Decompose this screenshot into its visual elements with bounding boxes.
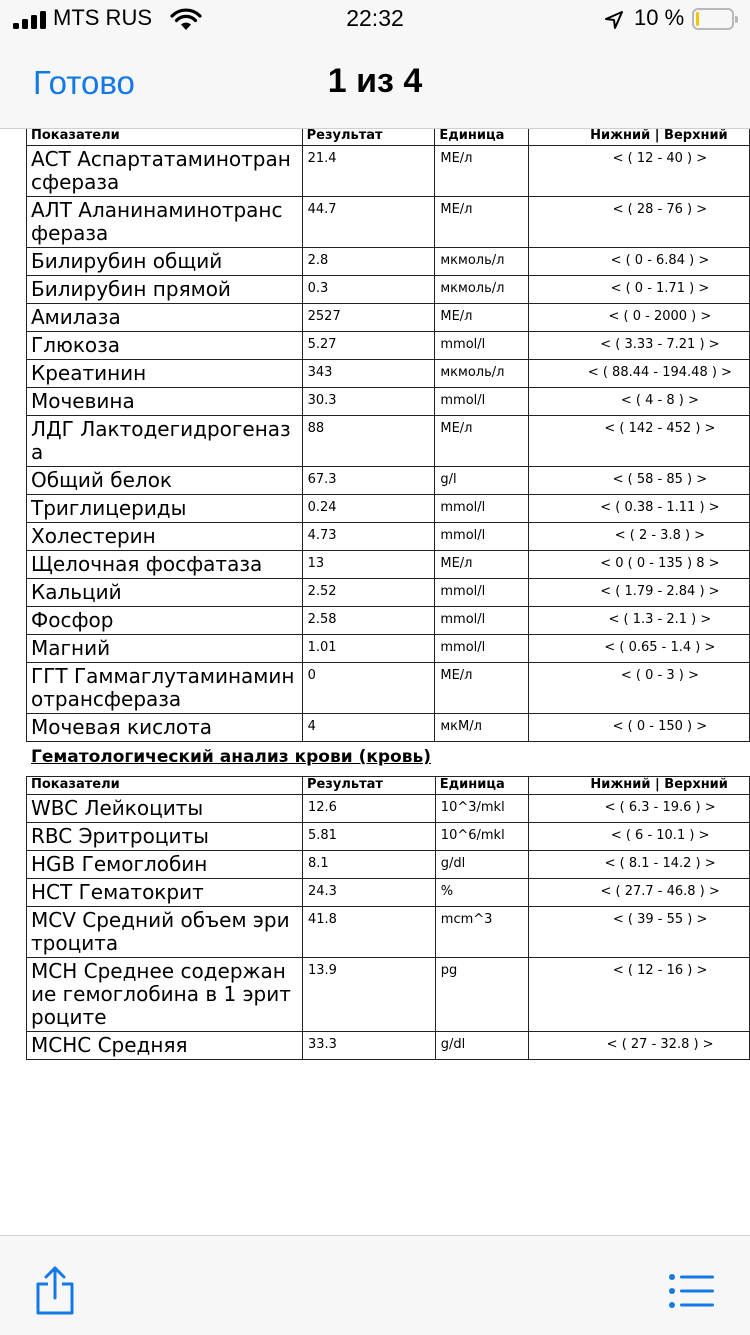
battery-level-fill <box>696 12 699 26</box>
reference-range: < ( 0 - 1.71 ) > <box>528 276 749 304</box>
indicator-name: HCT Гематокрит <box>27 879 303 907</box>
reference-range: < ( 0.65 - 1.4 ) > <box>528 635 749 663</box>
unit-cell: mmol/l <box>435 607 528 635</box>
unit-cell: mmol/l <box>435 635 528 663</box>
reference-range: < ( 142 - 452 ) > <box>528 416 749 467</box>
indicator-name: Кальций <box>27 579 303 607</box>
unit-cell: g/l <box>435 467 528 495</box>
table-row <box>27 663 750 714</box>
table-row <box>27 248 750 276</box>
indicator-name: Магний <box>27 635 303 663</box>
result-value: 67.3 <box>302 467 435 495</box>
unit-cell: g/dl <box>435 1032 528 1060</box>
table-row <box>27 851 750 879</box>
list-icon[interactable] <box>668 1274 716 1308</box>
reference-range: < ( 3.33 - 7.21 ) > <box>528 332 749 360</box>
indicator-name: Триглицериды <box>27 495 303 523</box>
unit-cell: mmol/l <box>435 495 528 523</box>
unit-cell: g/dl <box>435 851 528 879</box>
result-value: 2.58 <box>302 607 435 635</box>
indicator-name: Холестерин <box>27 523 303 551</box>
reference-range: < ( 27 - 32.8 ) > <box>529 1032 750 1060</box>
table-row <box>27 879 750 907</box>
reference-range: < ( 0 - 3 ) > <box>528 663 749 714</box>
result-value: 24.3 <box>302 879 435 907</box>
hematology-rows <box>27 795 750 1060</box>
page-title: 1 из 4 <box>327 62 423 100</box>
result-value: 13 <box>302 551 435 579</box>
header-result: Результат <box>302 129 435 146</box>
table-row <box>27 276 750 304</box>
indicator-name: MCV Средний объем эритроцита <box>27 907 303 958</box>
status-bar <box>0 0 750 40</box>
result-value: 8.1 <box>302 851 435 879</box>
unit-cell: mmol/l <box>435 388 528 416</box>
navigation-bar <box>0 40 750 129</box>
indicator-name: HGB Гемоглобин <box>27 851 303 879</box>
indicator-name: MCHC Средняя <box>27 1032 303 1060</box>
result-value: 33.3 <box>302 1032 435 1060</box>
unit-cell: pg <box>435 958 528 1032</box>
reference-range: < ( 6 - 10.1 ) > <box>529 823 750 851</box>
unit-cell: 10^6/mkl <box>435 823 528 851</box>
clock: 22:32 <box>346 5 404 31</box>
indicator-name: Фосфор <box>27 607 303 635</box>
unit-cell: МЕ/л <box>435 197 528 248</box>
battery-icon <box>692 8 734 30</box>
unit-cell: mmol/l <box>435 332 528 360</box>
result-value: 12.6 <box>302 795 435 823</box>
table-row <box>27 607 750 635</box>
indicator-name: Креатинин <box>27 360 303 388</box>
result-value: 13.9 <box>302 958 435 1032</box>
indicator-name: Билирубин общий <box>27 248 303 276</box>
table-row <box>27 495 750 523</box>
unit-cell: mmol/l <box>435 579 528 607</box>
indicator-name: Амилаза <box>27 304 303 332</box>
battery-percentage: 10 % <box>634 5 685 30</box>
unit-cell: мкМ/л <box>435 714 528 742</box>
reference-range: < ( 6.3 - 19.6 ) > <box>529 795 750 823</box>
result-value: 5.81 <box>302 823 435 851</box>
table-row <box>27 388 750 416</box>
header-unit: Единица <box>435 777 528 795</box>
reference-range: < ( 0 - 150 ) > <box>528 714 749 742</box>
table-row <box>27 1032 750 1060</box>
result-value: 41.8 <box>302 907 435 958</box>
table-row <box>27 304 750 332</box>
indicator-name: ГГТ Гаммаглутаминаминотрансфераза <box>27 663 303 714</box>
reference-range: < ( 12 - 16 ) > <box>529 958 750 1032</box>
table-row <box>27 146 750 197</box>
unit-cell: МЕ/л <box>435 416 528 467</box>
header-range: Нижний | Верхний <box>528 129 749 146</box>
hematology-table <box>26 776 750 1060</box>
unit-cell: mcm^3 <box>435 907 528 958</box>
result-value: 0.24 <box>302 495 435 523</box>
table-row <box>27 523 750 551</box>
reference-range: < ( 28 - 76 ) > <box>528 197 749 248</box>
table-header-row <box>27 777 750 795</box>
table-header-row <box>27 129 750 146</box>
reference-range: < ( 8.1 - 14.2 ) > <box>529 851 750 879</box>
indicator-name: Глюкоза <box>27 332 303 360</box>
table-row <box>27 823 750 851</box>
reference-range: < ( 12 - 40 ) > <box>528 146 749 197</box>
result-value: 1.01 <box>302 635 435 663</box>
header-range: Нижний | Верхний <box>529 777 750 795</box>
result-value: 343 <box>302 360 435 388</box>
table-row <box>27 907 750 958</box>
result-value: 0 <box>302 663 435 714</box>
unit-cell: мкмоль/л <box>435 360 528 388</box>
table-row <box>27 332 750 360</box>
table-row <box>27 795 750 823</box>
result-value: 2.52 <box>302 579 435 607</box>
result-value: 5.27 <box>302 332 435 360</box>
table-row <box>27 635 750 663</box>
reference-range: < ( 0 - 6.84 ) > <box>528 248 749 276</box>
table-row <box>27 360 750 388</box>
indicator-name: Мочевина <box>27 388 303 416</box>
table-row <box>27 958 750 1032</box>
reference-range: < ( 88.44 - 194.48 ) > <box>528 360 749 388</box>
result-value: 2.8 <box>302 248 435 276</box>
indicator-name: WBC Лейкоциты <box>27 795 303 823</box>
result-value: 88 <box>302 416 435 467</box>
reference-range: < ( 27.7 - 46.8 ) > <box>529 879 750 907</box>
result-value: 44.7 <box>302 197 435 248</box>
unit-cell: мкмоль/л <box>435 276 528 304</box>
biochemistry-rows <box>27 146 750 742</box>
table-row <box>27 467 750 495</box>
result-value: 21.4 <box>302 146 435 197</box>
indicator-name: MCH Среднее содержание гемоглобина в 1 эритроците <box>27 958 303 1032</box>
reference-range: < ( 39 - 55 ) > <box>529 907 750 958</box>
reference-range: < ( 1.79 - 2.84 ) > <box>528 579 749 607</box>
indicator-name: RBC Эритроциты <box>27 823 303 851</box>
table-row <box>27 416 750 467</box>
document-viewer[interactable] <box>0 129 750 1235</box>
header-indicator: Показатели <box>27 777 303 795</box>
unit-cell: МЕ/л <box>435 663 528 714</box>
reference-range: < ( 4 - 8 ) > <box>528 388 749 416</box>
indicator-name: Общий белок <box>27 467 303 495</box>
unit-cell: МЕ/л <box>435 146 528 197</box>
indicator-name: Мочевая кислота <box>27 714 303 742</box>
unit-cell: МЕ/л <box>435 551 528 579</box>
table-row <box>27 714 750 742</box>
unit-cell: мкмоль/л <box>435 248 528 276</box>
indicator-name: Щелочная фосфатаза <box>27 551 303 579</box>
reference-range: < ( 2 - 3.8 ) > <box>528 523 749 551</box>
header-unit: Единица <box>435 129 528 146</box>
unit-cell: % <box>435 879 528 907</box>
carrier-name: MTS RUS <box>53 5 152 30</box>
reference-range: < ( 1.3 - 2.1 ) > <box>528 607 749 635</box>
reference-range: < 0 ( 0 - 135 ) 8 > <box>528 551 749 579</box>
header-result: Результат <box>302 777 435 795</box>
result-value: 4 <box>302 714 435 742</box>
biochemistry-table <box>26 129 750 742</box>
header-indicator: Показатели <box>27 129 303 146</box>
done-button[interactable]: Готово <box>33 64 135 101</box>
indicator-name: ЛДГ Лактодегидрогеназа <box>27 416 303 467</box>
table-row <box>27 579 750 607</box>
table-row <box>27 551 750 579</box>
reference-range: < ( 0 - 2000 ) > <box>528 304 749 332</box>
unit-cell: МЕ/л <box>435 304 528 332</box>
reference-range: < ( 0.38 - 1.11 ) > <box>528 495 749 523</box>
indicator-name: АЛТ Аланинаминотрансфераза <box>27 197 303 248</box>
section-title-hematology: Гематологический анализ крови (кровь) <box>31 747 431 767</box>
result-value: 0.3 <box>302 276 435 304</box>
result-value: 30.3 <box>302 388 435 416</box>
table-row <box>27 197 750 248</box>
indicator-name: АСТ Аспартатаминотрансфераза <box>27 146 303 197</box>
reference-range: < ( 58 - 85 ) > <box>528 467 749 495</box>
bottom-toolbar <box>0 1235 750 1335</box>
result-value: 2527 <box>302 304 435 332</box>
result-value: 4.73 <box>302 523 435 551</box>
indicator-name: Билирубин прямой <box>27 276 303 304</box>
share-icon[interactable] <box>34 1266 76 1316</box>
unit-cell: 10^3/mkl <box>435 795 528 823</box>
unit-cell: mmol/l <box>435 523 528 551</box>
location-arrow-icon <box>604 10 624 30</box>
